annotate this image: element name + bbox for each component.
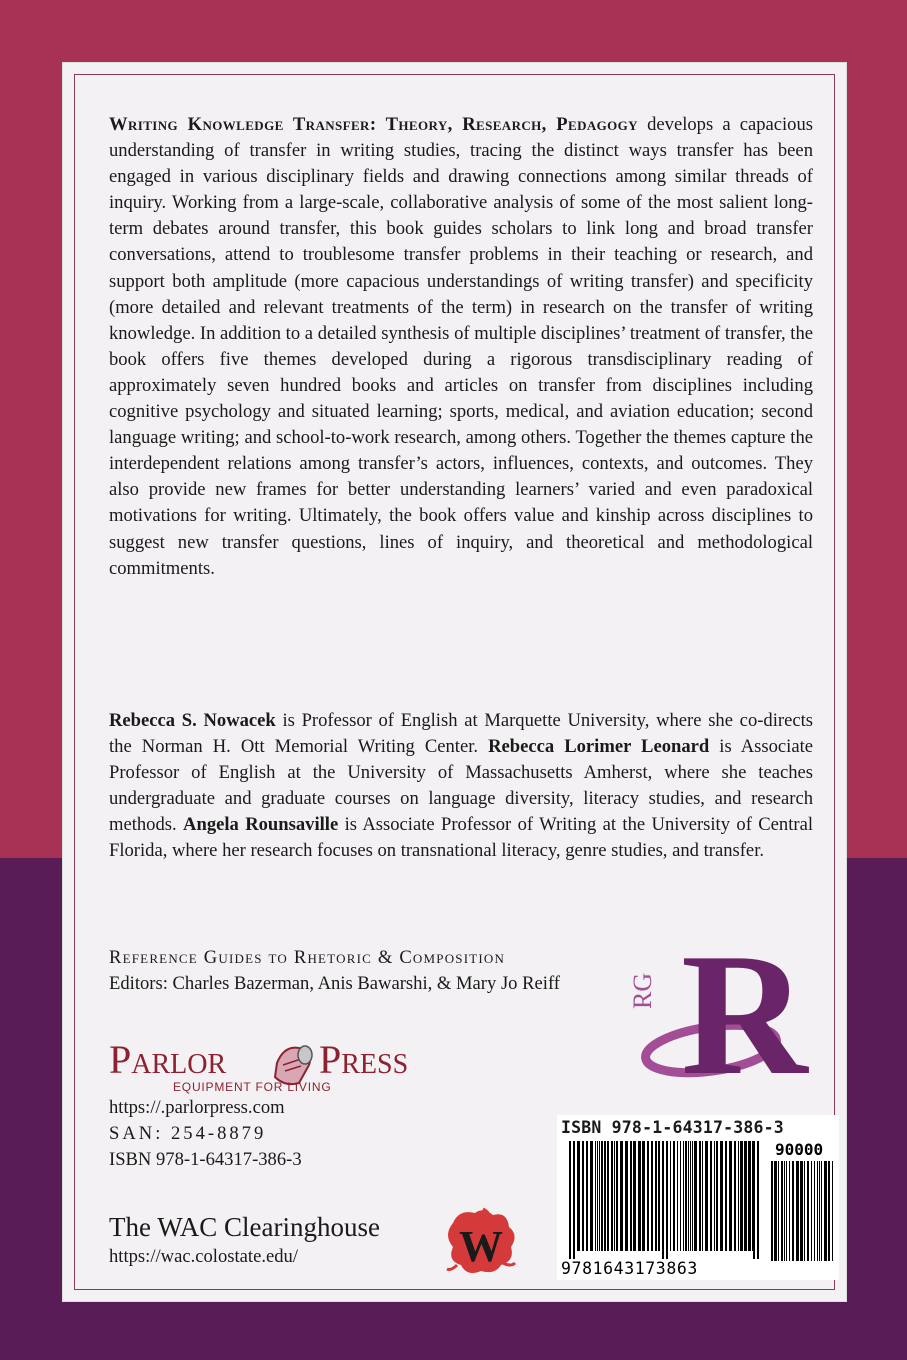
barcode-guard-bar	[757, 1141, 759, 1259]
parlor-press-logo	[107, 1033, 447, 1095]
series-name: Reference Guides to Rhetoric & Composition	[109, 947, 506, 968]
author-bios	[109, 708, 813, 865]
author-bio-2: is Associate Professor of English at the University of Massachusetts Amherst, where she teaches undergraduate and graduate courses on language diversity, literacy studies, and research methods.	[109, 736, 813, 836]
barcode-bar	[748, 1141, 751, 1251]
book-description	[109, 112, 813, 582]
barcode-bar	[710, 1141, 712, 1251]
barcode-bar	[683, 1141, 684, 1251]
barcode-guard-bar	[753, 1141, 755, 1259]
barcode-bar	[599, 1141, 600, 1251]
addon-bar	[778, 1161, 779, 1261]
author-name-3: Angela Rounsaville	[183, 814, 339, 836]
barcode-bar	[688, 1141, 689, 1251]
barcode-bar	[716, 1141, 718, 1251]
barcode-bar	[607, 1141, 609, 1251]
barcode-bar	[642, 1141, 645, 1251]
addon-bar	[807, 1161, 809, 1261]
parlor-logo-right: Press	[319, 1037, 409, 1082]
barcode-bar	[680, 1141, 681, 1251]
barcode-bar	[638, 1141, 641, 1251]
description-text: develops a capacious understanding of transfer in writing studies, tracing the distinct ways transfer has been engaged in various disciplinary fields and drawing connections among similar threads of inquiry. Working from a large-scale, collaborative analysis of some of the most salient long-term debates around transfer, this book guides scholars to link long and broad transfer conversations, attend to troublesome transfer problems in their teaching or research, and support both amplitude (more capacious understandings of writing transfer) and specificity (more detailed and relevant treatments of the term) in research on the transfer of writing knowledge. In addition to a detailed synthesis of multiple disciplines’ treatment of transfer, the book offers five themes developed during a rigorous transdisciplinary reading of approximately seven hundred books and articles on transfer from disciplines including cognitive psychology and situated learning; sports, medical, and aviation education; second language writing; and school-to-work research, among others. Together the themes capture the interdependent relations among transfer’s actors, influences, contexts, and outcomes. They also provide new frames for better understanding learners’ varied and even paradoxical motivations for writing. Ultimately, the book offers value and kinship across disciplines to suggest new transfer questions, lines of inquiry, and theoretical and methodological commitments.	[109, 114, 813, 579]
addon-bar	[819, 1161, 820, 1261]
wac-logo-letter: W	[459, 1222, 503, 1271]
addon-bar	[821, 1161, 822, 1261]
barcode-bar	[577, 1141, 580, 1251]
barcode-bar	[586, 1141, 588, 1251]
barcode-bar	[595, 1141, 596, 1251]
back-cover-panel	[62, 62, 847, 1302]
addon-bar	[814, 1161, 815, 1261]
barcode-bar	[633, 1141, 636, 1251]
wac-clearinghouse-name: The WAC Clearinghouse	[109, 1212, 380, 1242]
addon-bar	[784, 1161, 785, 1261]
rg-logo-letter: R	[681, 917, 808, 1111]
addon-bar	[792, 1161, 794, 1261]
barcode-bar	[677, 1141, 678, 1251]
addon-bar	[804, 1161, 805, 1261]
rg-series-logo	[623, 917, 808, 1111]
publisher-url[interactable]: https://.parlorpress.com	[109, 1097, 285, 1118]
barcode-bar	[647, 1141, 649, 1251]
addon-bar	[824, 1161, 827, 1261]
barcode-guard-bar	[573, 1141, 575, 1259]
series-editors: Editors: Charles Bazerman, Anis Bawarshi, & Mary Jo Reiff	[109, 973, 560, 994]
addon-bar	[811, 1161, 812, 1261]
barcode-bar	[738, 1141, 739, 1251]
barcode-guard-bar	[662, 1141, 664, 1259]
barcode-price-code: 90000	[775, 1140, 824, 1159]
addon-bar	[800, 1161, 803, 1261]
barcode-bar	[630, 1141, 632, 1251]
barcode-bar	[699, 1141, 701, 1251]
barcode-bar	[625, 1141, 628, 1251]
addon-bar	[781, 1161, 783, 1261]
barcode-bar	[720, 1141, 723, 1251]
author-name-1: Rebecca S. Nowacek	[109, 710, 276, 731]
wac-logo	[443, 1203, 523, 1283]
author-name-2: Rebecca Lorimer Leonard	[488, 736, 710, 758]
addon-bar	[771, 1161, 773, 1261]
publisher-san: SAN: 254-8879	[109, 1123, 267, 1144]
addon-bar	[828, 1161, 830, 1261]
barcode-bar	[702, 1141, 703, 1251]
rg-logo-small-text: RG	[628, 972, 657, 1009]
addon-bar	[796, 1161, 799, 1261]
barcode-bar	[673, 1141, 675, 1251]
barcode-bar	[620, 1141, 623, 1251]
barcode-bar	[694, 1141, 697, 1251]
publisher-isbn: ISBN 978-1-64317-386-3	[109, 1149, 302, 1170]
barcode-bar	[690, 1141, 691, 1251]
barcode-bar	[590, 1141, 593, 1251]
scroll-book-icon	[275, 1046, 312, 1084]
barcode-bar	[601, 1141, 603, 1251]
barcode-bar	[655, 1141, 657, 1251]
barcode-bar	[614, 1141, 615, 1251]
wac-url[interactable]: https://wac.colostate.edu/	[109, 1246, 298, 1267]
series-info	[109, 945, 669, 997]
panel-border	[74, 74, 835, 1290]
publisher-info	[109, 1095, 389, 1173]
barcode-guard-bar	[569, 1141, 571, 1259]
barcode-bar	[597, 1141, 598, 1251]
barcode-bar	[670, 1141, 671, 1251]
addon-bar	[789, 1161, 790, 1261]
barcode-graphic	[557, 1115, 839, 1280]
barcode-bar	[658, 1141, 660, 1251]
addon-bar	[832, 1161, 833, 1261]
parlor-logo-left: Parlor	[109, 1037, 227, 1082]
ean-bars	[569, 1141, 759, 1259]
author-bio-1: is Professor of English at Marquette University, where she co-directs the Norman H. Ott Memorial Writing Center.	[109, 710, 813, 758]
barcode-bar	[651, 1141, 653, 1251]
parlor-tagline: EQUIPMENT FOR LIVING	[173, 1080, 332, 1094]
barcode-bar	[604, 1141, 606, 1251]
barcode-bar	[692, 1141, 693, 1251]
price-addon-bars	[771, 1161, 833, 1261]
barcode-bar	[734, 1141, 736, 1251]
author-bio-3: is Associate Professor of Writing at the University of Central Florida, where her research focuses on transnational literacy, genre studies, and transfer.	[109, 814, 813, 862]
barcode-guard-bar	[666, 1141, 668, 1259]
barcode-bar	[685, 1141, 687, 1251]
barcode-bar	[714, 1141, 715, 1251]
barcode-bar	[705, 1141, 708, 1251]
isbn-barcode	[557, 1115, 839, 1280]
barcode-bar	[582, 1141, 584, 1251]
addon-bar	[774, 1161, 777, 1261]
barcode-bar	[725, 1141, 727, 1251]
book-title: Writing Knowledge Transfer: Theory, Research, Pedagogy	[109, 114, 638, 135]
barcode-bar	[729, 1141, 732, 1251]
barcode-bar	[740, 1141, 743, 1251]
addon-bar	[786, 1161, 787, 1261]
barcode-bar	[744, 1141, 747, 1251]
addon-bar	[817, 1161, 818, 1261]
barcode-isbn-label: ISBN 978-1-64317-386-3	[561, 1118, 784, 1137]
barcode-digits: 9781643173863	[561, 1259, 698, 1278]
barcode-bar	[616, 1141, 618, 1251]
barcode-bar	[611, 1141, 613, 1251]
